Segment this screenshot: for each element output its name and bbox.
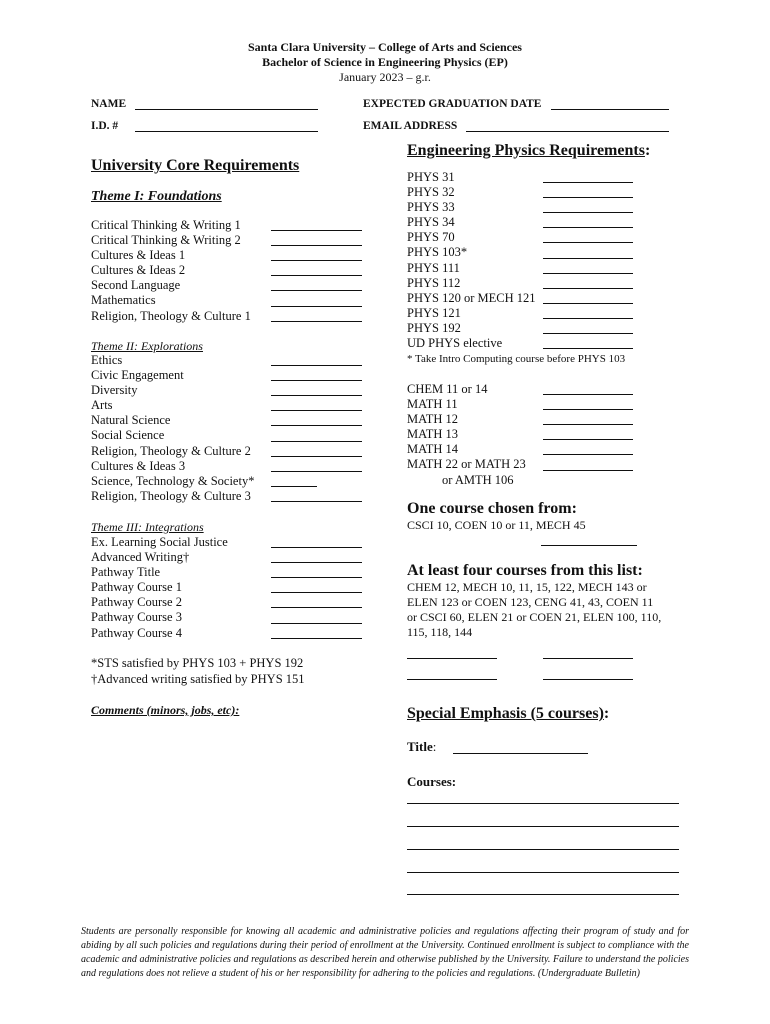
- course-row: [407, 276, 536, 291]
- grade-blank[interactable]: [543, 348, 633, 349]
- advanced-writing-note: †Advanced writing satisfied by PHYS 151: [91, 672, 305, 686]
- grade-blank[interactable]: [271, 275, 362, 276]
- course-row: [91, 459, 254, 474]
- grade-blank[interactable]: [271, 306, 362, 307]
- course-row: [407, 261, 536, 276]
- course-label: MATH 13: [407, 427, 459, 442]
- grade-blank[interactable]: [271, 623, 362, 624]
- course-label: Pathway Title: [91, 565, 161, 580]
- course-label: Diversity: [91, 383, 138, 398]
- grade-blank[interactable]: [543, 470, 633, 471]
- four-courses-list: [407, 580, 661, 640]
- course-label: Pathway Course 3: [91, 610, 182, 625]
- course-label: Critical Thinking & Writing 1: [91, 218, 241, 232]
- course-label: Pathway Course 2: [91, 595, 182, 610]
- course-label: Pathway Course 1: [91, 580, 182, 595]
- course-label: MATH 14: [407, 442, 459, 457]
- course-label: Social Science: [91, 428, 165, 443]
- course-label: Cultures & Ideas 1: [91, 248, 186, 263]
- course-row: [407, 245, 536, 260]
- course-label: Religion, Theology & Culture 3: [91, 488, 251, 503]
- sts-note: *STS satisfied by PHYS 103 + PHYS 192: [91, 656, 304, 670]
- course-row: [91, 489, 254, 504]
- math-alternative: or AMTH 106: [442, 473, 514, 487]
- course-row: [91, 263, 251, 278]
- special-title-label: [407, 739, 436, 755]
- grade-blank[interactable]: [543, 454, 633, 455]
- course-row: [407, 457, 526, 472]
- grade-blank[interactable]: [543, 212, 633, 213]
- course-row: [91, 233, 251, 248]
- grade-blank[interactable]: [271, 441, 362, 442]
- ep-title: [407, 142, 650, 160]
- course-label: CHEM 11 or 14: [407, 382, 488, 396]
- one-course-blank[interactable]: [541, 545, 637, 546]
- course-label: PHYS 32: [407, 185, 455, 200]
- grade-blank[interactable]: [543, 333, 633, 334]
- course-row: [91, 474, 254, 489]
- course-row: [407, 442, 526, 457]
- grade-blank[interactable]: [543, 409, 633, 410]
- course-label: Ethics: [91, 353, 123, 367]
- course-row: [91, 428, 254, 443]
- ep-title-colon: :: [644, 142, 651, 159]
- theme2-title: Theme II: Explorations: [91, 339, 203, 353]
- course-label: Science, Technology & Society*: [91, 473, 255, 488]
- course-row: [91, 610, 228, 625]
- course-label: Cultures & Ideas 2: [91, 263, 186, 278]
- grade-blank[interactable]: [271, 471, 362, 472]
- ep-title-text: Engineering Physics Requirements: [407, 142, 645, 159]
- course-label: PHYS 103*: [407, 245, 468, 260]
- name-label: NAME: [91, 98, 127, 110]
- course-label: PHYS 31: [407, 170, 455, 184]
- grade-blank[interactable]: [543, 242, 633, 243]
- grade-blank[interactable]: [271, 592, 362, 593]
- grade-blank[interactable]: [543, 258, 633, 259]
- grade-blank[interactable]: [271, 290, 362, 291]
- course-row: [91, 550, 228, 565]
- comments-label: Comments (minors, jobs, etc):: [91, 703, 240, 717]
- grade-blank[interactable]: [543, 424, 633, 425]
- theme1-list: [91, 218, 251, 324]
- course-label: Pathway Course 4: [91, 625, 182, 640]
- header-university: Santa Clara University – College of Arts and Sciences: [248, 40, 522, 54]
- special-title-label-text: Title: [407, 739, 433, 754]
- course-label: MATH 11: [407, 397, 458, 412]
- theme2-list: [91, 353, 254, 504]
- phys-note: * Take Intro Computing course before PHYS 103: [407, 353, 626, 365]
- course-row: [91, 293, 251, 308]
- grade-blank[interactable]: [543, 182, 633, 183]
- special-courses-label: Courses:: [407, 774, 457, 789]
- grade-blank[interactable]: [271, 577, 362, 578]
- course-row: [407, 412, 526, 427]
- course-label: PHYS 192: [407, 320, 461, 335]
- course-row: [91, 248, 251, 263]
- grade-blank[interactable]: [271, 562, 362, 563]
- grade-blank[interactable]: [543, 318, 633, 319]
- four-courses-line: ELEN 123 or COEN 123, CENG 41, 43, COEN 11: [407, 595, 654, 609]
- grade-blank[interactable]: [543, 439, 633, 440]
- special-course-field-5[interactable]: [407, 894, 679, 895]
- course-label: Civic Engagement: [91, 368, 184, 383]
- course-label: Mathematics: [91, 293, 156, 308]
- special-title-field[interactable]: [453, 753, 588, 754]
- course-label: MATH 12: [407, 412, 459, 427]
- course-row: [91, 383, 254, 398]
- course-label: PHYS 120 or MECH 121: [407, 290, 536, 305]
- grade-blank[interactable]: [271, 230, 362, 231]
- email-field[interactable]: [466, 131, 669, 132]
- special-title-colon: :: [432, 739, 437, 754]
- course-row: [407, 397, 526, 412]
- course-row: [91, 626, 228, 641]
- graduation-date-field[interactable]: [551, 109, 669, 110]
- special-course-field-1[interactable]: [407, 803, 679, 804]
- grade-blank[interactable]: [543, 273, 633, 274]
- special-course-field-4[interactable]: [407, 872, 679, 873]
- grade-blank[interactable]: [271, 321, 362, 322]
- course-label: PHYS 111: [407, 260, 460, 275]
- course-row: [91, 353, 254, 368]
- grade-blank[interactable]: [271, 380, 362, 381]
- name-field[interactable]: [135, 109, 318, 110]
- course-row: [91, 368, 254, 383]
- special-emphasis-colon: :: [603, 705, 610, 722]
- course-label: PHYS 34: [407, 215, 455, 230]
- grade-blank[interactable]: [271, 245, 362, 246]
- course-row: [407, 382, 526, 397]
- graduation-date-label: EXPECTED GRADUATION DATE: [363, 98, 542, 110]
- email-label: EMAIL ADDRESS: [363, 120, 458, 132]
- special-emphasis-title: [407, 705, 609, 723]
- policy-disclaimer: Students are personally responsible for knowing all academic and administrative policies and regulations affecting their program of study and for abiding by all such policies and regulations during their period of enrollment at the University. Continued enrollment is subject to compliance with the academic and administrative policies and regulations as described herein and otherwise published by the University. Failure to understand the policies and regulations does not relieve a student of his or her responsibility for adhering to the policies and regulations. (Undergraduate Bulletin): [81, 926, 689, 979]
- course-label: PHYS 70: [407, 230, 455, 245]
- course-label: Second Language: [91, 278, 181, 293]
- core-title: University Core Requirements: [91, 157, 300, 174]
- grade-blank[interactable]: [271, 486, 317, 487]
- course-row: [407, 230, 536, 245]
- four-courses-title: At least four courses from this list:: [407, 562, 643, 579]
- course-row: [407, 291, 536, 306]
- grade-blank[interactable]: [271, 425, 362, 426]
- special-course-field-3[interactable]: [407, 849, 679, 850]
- grade-blank[interactable]: [271, 410, 362, 411]
- grade-blank[interactable]: [271, 456, 362, 457]
- course-row: [407, 427, 526, 442]
- course-row: [407, 321, 536, 336]
- theme3-list: [91, 535, 228, 641]
- course-label: Ex. Learning Social Justice: [91, 535, 228, 549]
- math-list: [407, 382, 526, 473]
- special-course-field-2[interactable]: [407, 826, 679, 827]
- course-label: Arts: [91, 398, 113, 413]
- grade-blank[interactable]: [271, 638, 362, 639]
- header-degree: Bachelor of Science in Engineering Physics (EP): [262, 55, 508, 69]
- course-row: [91, 565, 228, 580]
- course-row: [407, 306, 536, 321]
- course-label: MATH 22 or MATH 23: [407, 457, 526, 472]
- course-label: Religion, Theology & Culture 2: [91, 443, 251, 458]
- course-row: [91, 413, 254, 428]
- id-field[interactable]: [135, 131, 318, 132]
- course-row: [407, 185, 536, 200]
- grade-blank[interactable]: [543, 197, 633, 198]
- grade-blank[interactable]: [271, 501, 362, 502]
- header-date: January 2023 – g.r.: [339, 70, 431, 84]
- grade-blank[interactable]: [271, 395, 362, 396]
- grade-blank[interactable]: [543, 303, 633, 304]
- one-course-list: CSCI 10, COEN 10 or 11, MECH 45: [407, 518, 586, 532]
- elective-blank-4[interactable]: [543, 679, 633, 680]
- course-row: [91, 444, 254, 459]
- grade-blank[interactable]: [271, 260, 362, 261]
- course-label: PHYS 112: [407, 275, 461, 290]
- grade-blank[interactable]: [543, 394, 633, 395]
- course-row: [91, 535, 228, 550]
- course-row: [91, 309, 251, 324]
- course-label: PHYS 33: [407, 200, 455, 215]
- grade-blank[interactable]: [271, 365, 362, 366]
- course-label: Natural Science: [91, 413, 171, 428]
- grade-blank[interactable]: [271, 547, 362, 548]
- elective-blank-3[interactable]: [407, 679, 497, 680]
- course-row: [407, 336, 536, 351]
- special-emphasis-title-text: Special Emphasis (5 courses): [407, 705, 604, 722]
- course-row: [407, 215, 536, 230]
- grade-blank[interactable]: [543, 227, 633, 228]
- course-row: [91, 580, 228, 595]
- grade-blank[interactable]: [543, 288, 633, 289]
- course-label: PHYS 121: [407, 305, 461, 320]
- grade-blank[interactable]: [271, 607, 362, 608]
- course-row: [91, 278, 251, 293]
- course-row: [91, 595, 228, 610]
- course-label: Advanced Writing†: [91, 550, 190, 565]
- course-row: [91, 218, 251, 233]
- four-courses-line: 115, 118, 144: [407, 625, 473, 639]
- course-row: [91, 398, 254, 413]
- course-row: [407, 170, 536, 185]
- elective-blank-1[interactable]: [407, 658, 497, 659]
- theme1-title: Theme I: Foundations: [91, 189, 222, 204]
- course-row: [407, 200, 536, 215]
- course-label: UD PHYS elective: [407, 336, 503, 351]
- phys-list: [407, 170, 536, 351]
- theme3-title: Theme III: Integrations: [91, 520, 204, 534]
- course-label: Critical Thinking & Writing 2: [91, 233, 241, 248]
- elective-blank-2[interactable]: [543, 658, 633, 659]
- four-courses-line: or CSCI 60, ELEN 21 or COEN 21, ELEN 100, 110,: [407, 610, 662, 624]
- four-courses-line: CHEM 12, MECH 10, 11, 15, 122, MECH 143 or: [407, 580, 647, 594]
- course-label: Religion, Theology & Culture 1: [91, 308, 251, 323]
- id-label: I.D. #: [91, 120, 119, 132]
- course-label: Cultures & Ideas 3: [91, 458, 186, 473]
- one-course-title: One course chosen from:: [407, 500, 577, 517]
